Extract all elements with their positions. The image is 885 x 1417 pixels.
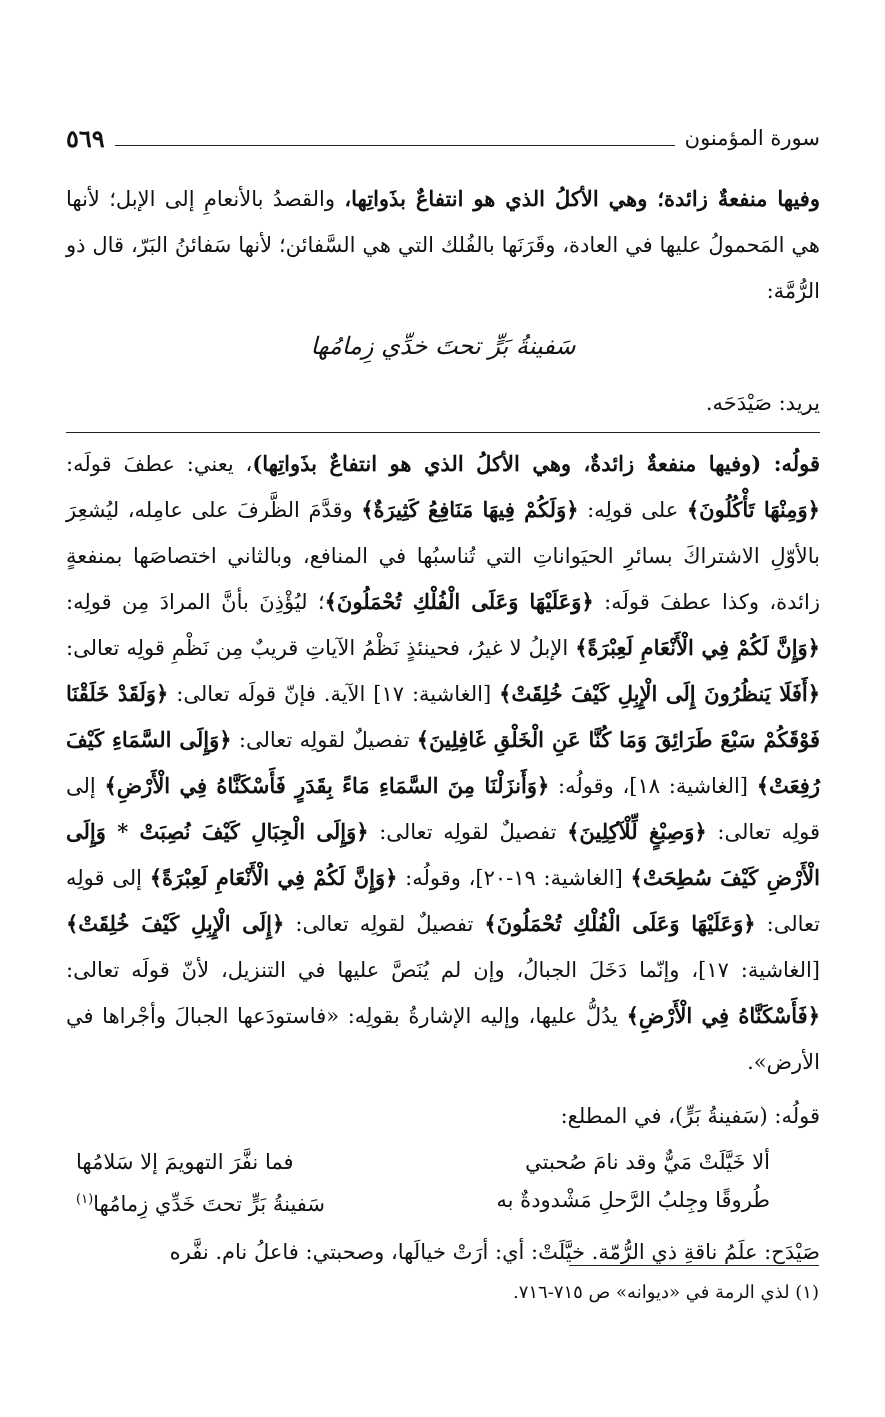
footnote: (١) لذي الرمة في «ديوانه» ص ٧١٥-٧١٦.	[512, 1282, 819, 1303]
verse-line: سَفينةُ بَرٍّ تحتَ خدِّي زِمامُها	[310, 332, 576, 360]
quran-quote: ﴿وَلَكُمْ فِيهَا مَنَافِعُ كَثِيرَةٌ﴾	[361, 497, 579, 522]
quran-quote: ﴿فَأَسْكَنَّاهُ فِي الْأَرْضِ﴾	[626, 1003, 821, 1028]
quran-quote: ﴿وَمِنْهَا تَأْكُلُونَ﴾	[686, 497, 820, 522]
footnote-mark: (١)	[76, 1192, 94, 1207]
commentary-text: وقدَّمَ الظَّرفَ على عامِله، ليُشعِرَ بالأوّلِ الاشتراكَ بسائرِ الحيَواناتِ التي تُناسبُها في المنافع، وبالثاني اختصاصَها بمنفعةٍ زائدة، وكذا عطفَ قولَه:	[66, 498, 821, 614]
quran-quote: ﴿وَإِنَّ لَكُمْ فِي الْأَنْعَامِ لَعِبْرَةً﴾	[575, 635, 820, 660]
quran-quote: ﴿وَإِنَّ لَكُمْ فِي الْأَنْعَامِ لَعِبْرَةً﴾	[149, 865, 398, 890]
commentary-text: ، يعني: عطفَ قولَه:	[66, 452, 253, 476]
quran-quote: ﴿وَعَلَيْهَا وَعَلَى الْفُلْكِ تُحْمَلُونَ﴾	[484, 911, 756, 936]
commentary-text: ؛ ليُؤْذِنَ بأنَّ المرادَ مِن قولِه:	[66, 590, 325, 614]
section-divider	[66, 432, 820, 433]
footnote-rule	[569, 1265, 819, 1266]
main-text	[66, 176, 820, 314]
quran-quote: ﴿وَلَقَدْ خَلَقْنَا فَوْقَكُمْ سَبْعَ طَرَائِقَ وَمَا كُنَّا عَنِ الْخَلْقِ غَافِلِينَ﴾	[66, 681, 820, 752]
page-number: ٥٦٩	[66, 123, 105, 153]
commentary-text: تفصيلٌ لقولِه تعالى:	[368, 820, 568, 844]
commentary-text: [الغاشية: ١٨]، وقولُه:	[549, 774, 757, 798]
commentary-text: [الغاشية: ١٩-٢٠]، وقولُه:	[397, 866, 631, 890]
commentary-heading: قولُه: (سَفينةُ بَرٍّ)، في المطلع:	[560, 1104, 820, 1128]
quran-quote: قولُه: (وفيها منفعةٌ زائدةٌ، وهي الأكلُ الذي هو انتفاعٌ بذَواتِها)	[252, 451, 821, 476]
commentary-text: [الغاشية: ١٧] الآية. فإنّ قولَه تعالى:	[168, 682, 500, 706]
header-title: سورة المؤمنون	[684, 126, 820, 150]
running-header	[66, 118, 820, 158]
poem-line-left-2	[76, 1181, 403, 1223]
quran-quote: ﴿وَعَلَيْهَا وَعَلَى الْفُلْكِ تُحْمَلُونَ﴾	[324, 589, 594, 614]
commentary-text: يدُلُّ عليها، وإليه الإشارةُ بقولِه: «فاستودَعها الجبالَ وأجْراها في الأرض».	[66, 1004, 820, 1074]
quran-quote: ﴿إِلَى الْإِبِلِ كَيْفَ خُلِقَتْ﴾	[66, 911, 285, 936]
poem-verse-text: سَفينةُ بَرٍّ تحتَ خَدِّي زِمامُها	[93, 1192, 326, 1216]
poem	[76, 1143, 770, 1223]
commentary-text: إلى قولِه تعالى:	[66, 866, 821, 936]
poem-line-right-1: ألا خَيَّلَتْ مَيٌّ وقد نامَ صُحبتي	[525, 1150, 770, 1174]
commentary-gloss: صَيْدَح: علَمُ ناقةِ ذي الرُّمّة. خيَّلَتْ: أي: أرَتْ خيالَها، وصحبتي: فاعلُ نام. نفَّره	[169, 1240, 820, 1264]
commentary-text: على قولِه:	[578, 498, 687, 522]
page	[66, 118, 820, 1275]
poem-line-right-2: طُروقًا وجِلبُ الرَّحلِ مَشْدودةٌ به	[496, 1188, 770, 1212]
header-rule	[115, 145, 675, 146]
quran-quote: ﴿وَإِلَى السَّمَاءِ كَيْفَ رُفِعَتْ﴾	[66, 727, 820, 798]
quran-quote: ﴿وَصِبْغٍ لِّلْآكِلِينَ﴾	[567, 819, 707, 844]
main-text-bold: وفيها منفعةٌ زائدة؛ وهي الأكلُ الذي هو انتفاعٌ بذَواتِها،	[344, 186, 820, 211]
commentary-text: الإبلُ لا غيرُ، فحينئذٍ نَظْمُ الآياتِ قريبٌ مِن نَظْمِ قولِه تعالى:	[66, 636, 576, 660]
commentary-text: إلى قولِه تعالى:	[66, 774, 821, 844]
quran-quote: ﴿وَأَنزَلْنَا مِنَ السَّمَاءِ مَاءً بِقَدَرٍ فَأَسْكَنَّاهُ فِي الْأَرْضِ﴾	[104, 773, 550, 798]
commentary-paragraph	[66, 441, 820, 1085]
commentary-text: [الغاشية: ١٧]، وإنّما دَخَلَ الجبالُ، وإن لم يُنَصَّ عليها في التنزيل، لأنّ قولَه تعالى:	[66, 958, 820, 982]
quran-quote: ﴿أَفَلَا يَنظُرُونَ إِلَى الْإِبِلِ كَيْفَ خُلِقَتْ﴾	[499, 681, 821, 706]
main-text-rest: والقصدُ بالأنعامِ إلى الإبل؛ لأنها هي المَحمولُ عليها في العادة، وقَرَنَها بالفُلك التي هي السَّفائن؛ لأنها سَفائنُ البَرّ، قال ذو الرُّمَّة:	[66, 187, 820, 303]
quran-quote: ﴿وَإِلَى الْجِبَالِ كَيْفَ نُصِبَتْ * وَإِلَى الْأَرْضِ كَيْفَ سُطِحَتْ﴾	[66, 819, 820, 890]
commentary-text: تفصيلٌ لقولِه تعالى:	[284, 912, 485, 936]
commentary-text: تفصيلٌ لقولِه تعالى:	[231, 728, 417, 752]
poem-line-left-1: فما نفَّرَ التهويمَ إلا سَلامُها	[76, 1150, 294, 1174]
yurid-line: يريد: صَيْدَحَه.	[705, 391, 820, 415]
